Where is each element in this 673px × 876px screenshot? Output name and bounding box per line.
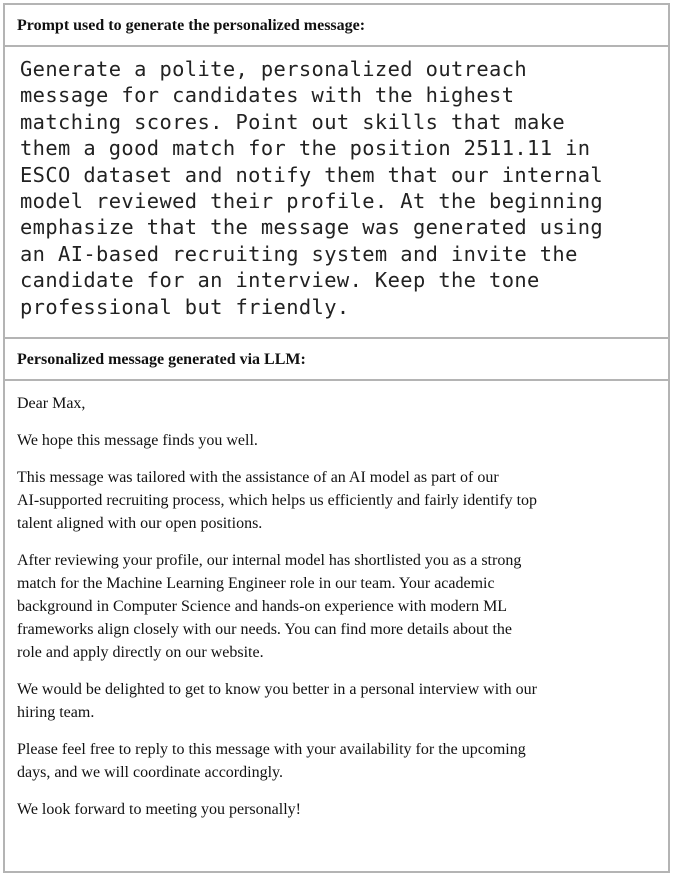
message-line: hiring team. (17, 704, 95, 721)
message-line: Dear Max, (17, 395, 86, 412)
prompt-line: Generate a polite, personalized outreach (20, 57, 528, 81)
prompt-text (5, 47, 668, 339)
message-line: role and apply directly on our website. (17, 644, 264, 661)
message-line: talent aligned with our open positions. (17, 515, 263, 532)
message-line: We look forward to meeting you personally! (17, 801, 301, 818)
message-paragraph (17, 678, 656, 724)
message-paragraph (17, 549, 656, 664)
message-paragraph (17, 429, 656, 452)
prompt-line: message for candidates with the highest (20, 83, 515, 108)
prompt-line: candidate for an interview. Keep the tone (20, 268, 540, 293)
message-line: We hope this message finds you well. (17, 432, 258, 449)
prompt-line: model reviewed their profile. At the beginning (20, 189, 604, 214)
prompt-line: an AI-based recruiting system and invite the (20, 241, 578, 266)
message-paragraph (17, 738, 656, 784)
message-header: Personalized message generated via LLM: (5, 339, 668, 381)
prompt-line: them a good match for the position 2511.11 in (20, 136, 591, 161)
message-line: After reviewing your profile, our internal model has shortlisted you as a strong (17, 552, 522, 569)
prompt-line: matching scores. Point out skills that make (20, 109, 566, 134)
prompt-line: emphasize that the message was generated using (20, 215, 604, 240)
message-paragraph (17, 392, 656, 415)
prompt-header: Prompt used to generate the personalized message: (5, 5, 668, 47)
message-line: AI-supported recruiting process, which helps us efficiently and fairly identify top (17, 492, 538, 509)
message-paragraph (17, 798, 656, 821)
message-line: background in Computer Science and hands-on experience with modern ML (17, 598, 508, 615)
message-line: This message was tailored with the assistance of an AI model as part of our (17, 469, 499, 486)
message-paragraph (17, 466, 656, 535)
message-line: match for the Machine Learning Engineer role in our team. Your academic (17, 575, 495, 592)
message-line: Please feel free to reply to this message with your availability for the upcoming (17, 741, 526, 758)
prompt-line: ESCO dataset and notify them that our internal (20, 162, 604, 187)
generated-message (5, 381, 668, 871)
prompt-line: professional but friendly. (20, 294, 350, 319)
message-line: frameworks align closely with our needs. You can find more details about the (17, 621, 512, 638)
prompt-message-table (3, 3, 670, 873)
message-line: We would be delighted to get to know you better in a personal interview with our (17, 681, 537, 698)
message-line: days, and we will coordinate accordingly. (17, 764, 283, 781)
